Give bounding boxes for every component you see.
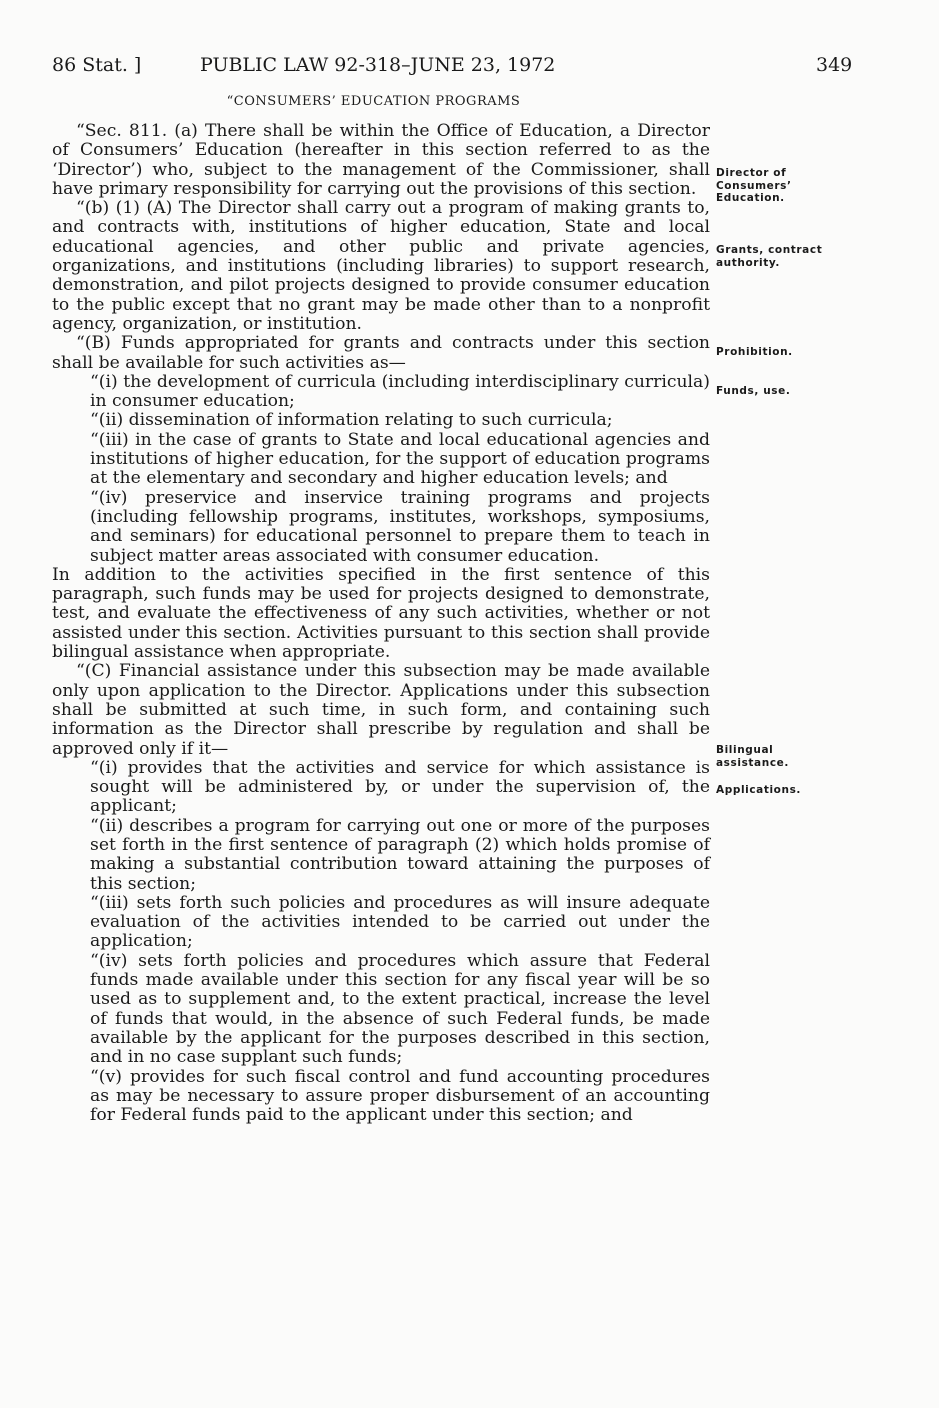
margin-note-applications: Applications. xyxy=(716,784,802,796)
paragraph-b-1-a: “(b) (1) (A) The Director shall carry out a program of making grants to, and contracts with, institutions of higher education, State and local educational agencies, and other public and private agencies, organizations, and institutions (including libraries) to support research, demonstration, and pilot projects designed to provide consumer education to the public except that no grant may be made other than to a nonprofit agency, organization, or institution. xyxy=(52,198,710,334)
paragraph-b-1-b: “(B) Funds appropriated for grants and contracts under this section shall be available for such activities as— xyxy=(52,333,710,373)
list-item-b-ii: “(ii) dissemination of information relating to such curricula; xyxy=(90,410,613,431)
page-header-title: PUBLIC LAW 92-318–JUNE 23, 1972 xyxy=(200,54,556,76)
margin-note-grants: Grants, contract authority. xyxy=(716,244,823,269)
page-number: 349 xyxy=(816,54,853,76)
list-item-b-i: “(i) the development of curricula (including interdisciplinary curricula) in consumer education; xyxy=(90,371,710,412)
statute-body xyxy=(52,122,710,1125)
paragraph-b-1-c: “(C) Financial assistance under this subsection may be made available only upon application to the Director. Applications under this subsection shall be submitted at such time, in such form, and containing such information as the Director shall prescribe by regulation and shall be approved only if it— xyxy=(52,661,710,759)
section-title: “CONSUMERS’ EDUCATION PROGRAMS xyxy=(226,94,521,109)
list-item-c-iii: “(iii) sets forth such policies and procedures as will insure adequate evaluation of the activities intended to be carried out under the application; xyxy=(90,892,710,952)
list-item-c-iv: “(iv) sets forth policies and procedures which assure that Federal funds made available under this section for any fiscal year will be so used as to supplement and, to the extent practical, increase the level of funds that would, in the absence of such Federal funds, be made available by the applicant for the purposes described in this section, and in no case supplant such funds; xyxy=(90,950,710,1068)
margin-note-prohibition: Prohibition. xyxy=(716,346,793,358)
list-item-c-i: “(i) provides that the activities and service for which assistance is sought will be administered by, or under the supervision of, the applicant; xyxy=(90,757,710,817)
paragraph-sec-811-a: “Sec. 811. (a) There shall be within the Office of Education, a Director of Consumers’ Education (hereafter in this section referred to as the ‘Director’) who, subject to the management of the Commissioner, shall have primary responsibility for carrying out the provisions of this section. xyxy=(52,121,710,199)
list-item-c-ii: “(ii) describes a program for carrying out one or more of the purposes set forth in the first sentence of paragraph (2) which holds promise of making a substantial contribution toward attaining the purposes of this section; xyxy=(90,815,710,894)
list-item-b-iii: “(iii) in the case of grants to State and local educational agencies and institutions of higher education, for the support of education programs at the elementary and secondary and higher education levels; and xyxy=(90,429,710,489)
margin-note-bilingual: Bilingual assistance. xyxy=(716,744,789,769)
paragraph-additional-activities: In addition to the activities specified in the first sentence of this paragraph, such funds may be used for projects designed to demonstrate, test, and evaluate the effectiveness of any such activities, whether or not assisted under this section. Activities pursuant to this section shall provide bilingual assistance when appropriate. xyxy=(52,564,710,663)
statute-reference: 86 Stat. ] xyxy=(52,54,142,76)
margin-note-director: Director of Consumers’ Education. xyxy=(716,167,792,204)
margin-note-funds: Funds, use. xyxy=(716,385,791,397)
list-item-c-v: “(v) provides for such fiscal control and fund accounting procedures as may be necessary to assure proper disbursement of an accounting for Federal funds paid to the applicant under this section; and xyxy=(90,1066,710,1126)
list-item-b-iv: “(iv) preservice and inservice training programs and projects (including fellowship programs, institutes, workshops, symposiums, and seminars) for educational personnel to prepare them to teach in subject matter areas associated with consumer education. xyxy=(90,487,710,566)
